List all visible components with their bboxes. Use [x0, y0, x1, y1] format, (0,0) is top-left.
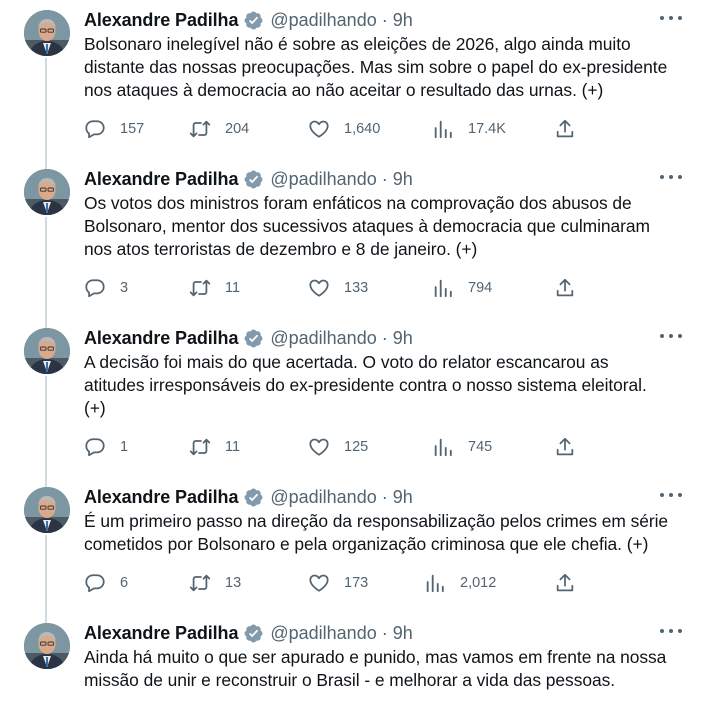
tweet-text-line: atitudes irresponsáveis do ex-presidente contra o nosso sistema eleitoral.	[84, 375, 647, 395]
avatar[interactable]	[24, 328, 70, 374]
author-name[interactable]: Alexandre Padilha	[84, 486, 239, 507]
tweet-header	[84, 621, 413, 645]
reply-count: 1	[120, 439, 129, 455]
like-button[interactable]	[308, 571, 368, 595]
share-icon	[554, 572, 576, 594]
retweet-count: 13	[225, 575, 242, 591]
like-icon	[308, 436, 330, 458]
separator-dot: ·	[381, 9, 388, 30]
like-count: 1,640	[344, 121, 381, 137]
retweet-button[interactable]	[189, 117, 249, 141]
verified-badge-icon	[243, 623, 264, 644]
tweet-actions	[84, 571, 584, 595]
more-icon[interactable]	[660, 10, 682, 26]
tweet[interactable]	[0, 477, 709, 614]
tweet-text-line: distante das nossas preocupações. Mas sim sobre o papel do ex-presidente	[84, 57, 668, 77]
avatar[interactable]	[24, 169, 70, 215]
tweet[interactable]	[0, 159, 709, 319]
views-button[interactable]	[432, 435, 492, 459]
retweet-count: 11	[225, 439, 241, 455]
timestamp[interactable]: 9h	[392, 622, 413, 643]
avatar[interactable]	[24, 487, 70, 533]
verified-badge-icon	[243, 169, 264, 190]
retweet-icon	[189, 277, 211, 299]
views-button[interactable]	[424, 571, 496, 595]
tweet-text	[84, 351, 694, 420]
tweet-header	[84, 167, 413, 191]
tweet-text-line: A decisão foi mais do que acertada. O voto do relator escancarou as	[84, 352, 609, 372]
more-icon[interactable]	[660, 623, 682, 639]
views-button[interactable]	[432, 276, 492, 300]
tweet-text	[84, 510, 694, 556]
share-icon	[554, 436, 576, 458]
author-name[interactable]: Alexandre Padilha	[84, 327, 239, 348]
reply-icon	[84, 277, 106, 299]
share-button[interactable]	[554, 276, 576, 300]
reply-icon	[84, 118, 106, 140]
like-icon	[308, 277, 330, 299]
author-name[interactable]: Alexandre Padilha	[84, 622, 239, 643]
reply-count: 157	[120, 121, 145, 137]
tweet-text-line: cometidos por Bolsonaro e pela organização criminosa que ele chefia. (+)	[84, 534, 649, 554]
tweet-header	[84, 8, 413, 32]
tweet-text	[84, 646, 694, 692]
retweet-count: 11	[225, 280, 241, 296]
views-count: 745	[468, 439, 493, 455]
views-count: 17.4K	[468, 121, 506, 137]
like-count: 125	[344, 439, 369, 455]
views-button[interactable]	[432, 117, 506, 141]
separator-dot: ·	[381, 327, 388, 348]
tweet-text	[84, 33, 694, 102]
tweet-text-line: Bolsonaro inelegível não é sobre as eleições de 2026, algo ainda muito	[84, 34, 631, 54]
retweet-icon	[189, 436, 211, 458]
views-icon	[432, 436, 454, 458]
tweet-text-line: Ainda há muito o que ser apurado e punido, mas vamos em frente na nossa	[84, 647, 667, 667]
author-handle[interactable]: @padilhando	[270, 327, 377, 348]
like-icon	[308, 118, 330, 140]
retweet-count: 204	[225, 121, 250, 137]
tweet-text-line: (+)	[84, 398, 106, 418]
tweet-actions	[84, 117, 584, 141]
tweet-text-line: Bolsonaro, mentor dos sucessivos ataques à democracia que culminaram	[84, 216, 650, 236]
more-icon[interactable]	[660, 487, 682, 503]
timestamp[interactable]: 9h	[392, 486, 413, 507]
tweet-text-line: É um primeiro passo na direção da responsabilização pelos crimes em série	[84, 511, 669, 531]
author-handle[interactable]: @padilhando	[270, 9, 377, 30]
views-icon	[432, 118, 454, 140]
views-count: 2,012	[460, 575, 497, 591]
reply-count: 3	[120, 280, 129, 296]
author-name[interactable]: Alexandre Padilha	[84, 168, 239, 189]
like-button[interactable]	[308, 276, 368, 300]
reply-button[interactable]	[84, 571, 128, 595]
verified-badge-icon	[243, 328, 264, 349]
reply-button[interactable]	[84, 435, 128, 459]
timestamp[interactable]: 9h	[392, 9, 413, 30]
reply-button[interactable]	[84, 276, 128, 300]
retweet-icon	[189, 118, 211, 140]
tweet-text-line: Os votos dos ministros foram enfáticos na comprovação dos abusos de	[84, 193, 632, 213]
retweet-button[interactable]	[189, 276, 240, 300]
more-icon[interactable]	[660, 169, 682, 185]
timestamp[interactable]: 9h	[392, 327, 413, 348]
like-count: 133	[344, 280, 369, 296]
share-button[interactable]	[554, 571, 576, 595]
tweet[interactable]	[0, 318, 709, 478]
share-button[interactable]	[554, 435, 576, 459]
separator-dot: ·	[381, 486, 388, 507]
timestamp[interactable]: 9h	[392, 168, 413, 189]
tweet-actions	[84, 276, 584, 300]
views-icon	[432, 277, 454, 299]
author-name[interactable]: Alexandre Padilha	[84, 9, 239, 30]
share-icon	[554, 277, 576, 299]
tweet[interactable]	[0, 613, 709, 703]
reply-icon	[84, 436, 106, 458]
tweet-text	[84, 192, 694, 261]
author-handle[interactable]: @padilhando	[270, 486, 377, 507]
tweet-text-line: nos ataques à democracia ao não aceitar o resultado das urnas. (+)	[84, 80, 604, 100]
retweet-icon	[189, 572, 211, 594]
share-button[interactable]	[554, 117, 576, 141]
retweet-button[interactable]	[189, 435, 240, 459]
reply-button[interactable]	[84, 117, 144, 141]
retweet-button[interactable]	[189, 571, 241, 595]
like-button[interactable]	[308, 117, 380, 141]
separator-dot: ·	[381, 622, 388, 643]
author-handle[interactable]: @padilhando	[270, 622, 377, 643]
avatar[interactable]	[24, 10, 70, 56]
separator-dot: ·	[381, 168, 388, 189]
tweet-actions	[84, 435, 584, 459]
share-icon	[554, 118, 576, 140]
verified-badge-icon	[243, 487, 264, 508]
tweet-text-line: nos atos terroristas de dezembro e 8 de janeiro. (+)	[84, 239, 478, 259]
like-button[interactable]	[308, 435, 368, 459]
more-icon[interactable]	[660, 328, 682, 344]
verified-badge-icon	[243, 10, 264, 31]
views-icon	[424, 572, 446, 594]
views-count: 794	[468, 280, 493, 296]
avatar[interactable]	[24, 623, 70, 669]
like-count: 173	[344, 575, 369, 591]
tweet-text-line: missão de unir e reconstruir o Brasil - e melhorar a vida das pessoas.	[84, 670, 616, 690]
tweet[interactable]	[0, 0, 709, 160]
like-icon	[308, 572, 330, 594]
tweet-header	[84, 485, 413, 509]
reply-icon	[84, 572, 106, 594]
author-handle[interactable]: @padilhando	[270, 168, 377, 189]
reply-count: 6	[120, 575, 129, 591]
tweet-header	[84, 326, 413, 350]
